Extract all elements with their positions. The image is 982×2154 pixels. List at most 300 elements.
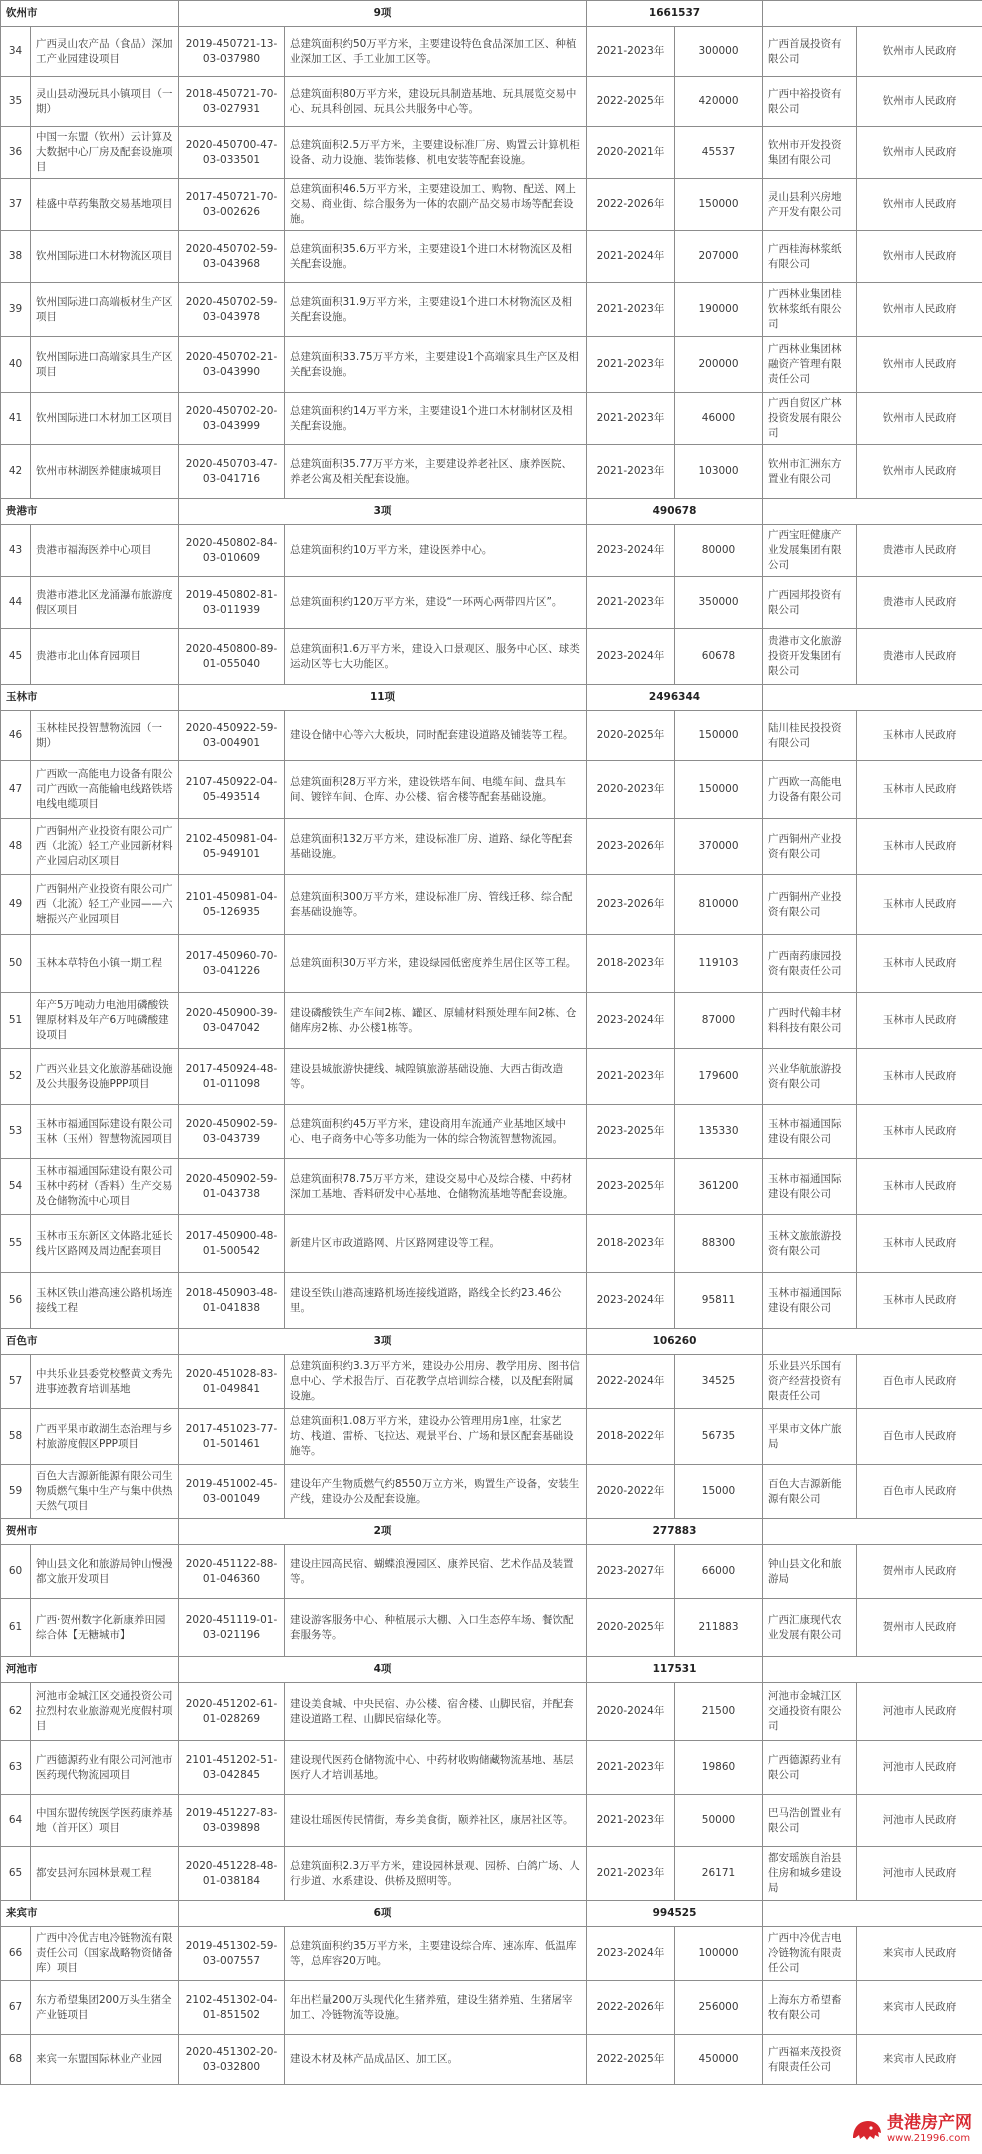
responsible-government: 玉林市人民政府 (857, 1273, 982, 1329)
project-content: 总建筑面积2.3万平方米，建设园林景观、园桥、白鸽广场、人行步道、水系建设、供桥及照明等。 (285, 1847, 587, 1901)
table-row (1, 525, 982, 577)
responsible-government: 贺州市人民政府 (857, 1599, 982, 1657)
investment-amount: 60678 (675, 629, 763, 685)
table-row (1, 283, 982, 337)
section-header-row (1, 1329, 982, 1355)
project-code: 2020-450902-59-01-043738 (179, 1159, 285, 1215)
project-code: 2020-450922-59-03-004901 (179, 711, 285, 761)
section-project-count: 3项 (179, 499, 587, 525)
table-row (1, 1159, 982, 1215)
section-city-name: 钦州市 (1, 1, 179, 27)
row-number: 43 (1, 525, 31, 577)
project-unit: 灵山县利兴房地产开发有限公司 (763, 179, 857, 231)
responsible-government: 玉林市人民政府 (857, 1049, 982, 1105)
row-number: 42 (1, 445, 31, 499)
investment-amount: 26171 (675, 1847, 763, 1901)
project-content: 总建筑面积2.5万平方米，主要建设标准厂房、购置云计算机柜设备、动力设施、装饰装修、机电安装等配套设施。 (285, 127, 587, 179)
table-row (1, 1355, 982, 1409)
project-unit: 巴马浩创置业有限公司 (763, 1795, 857, 1847)
project-unit: 玉林市福通国际建设有限公司 (763, 1105, 857, 1159)
section-empty-cell (763, 1, 982, 27)
row-number: 46 (1, 711, 31, 761)
project-unit: 广西园邦投资有限公司 (763, 577, 857, 629)
project-unit: 广西林业集团林融资产管理有限责任公司 (763, 337, 857, 393)
project-code: 2101-450981-04-05-126935 (179, 875, 285, 935)
table-row (1, 2035, 982, 2085)
row-number: 39 (1, 283, 31, 337)
project-code: 2017-451023-77-01-501461 (179, 1409, 285, 1465)
project-unit: 广西铜州产业投资有限公司 (763, 819, 857, 875)
investment-amount: 46000 (675, 393, 763, 445)
section-empty-cell (763, 685, 982, 711)
section-project-count: 2项 (179, 1519, 587, 1545)
responsible-government: 河池市人民政府 (857, 1795, 982, 1847)
row-number: 34 (1, 27, 31, 77)
project-unit: 平果市文体广旅局 (763, 1409, 857, 1465)
project-unit: 玉林市福通国际建设有限公司 (763, 1273, 857, 1329)
row-number: 48 (1, 819, 31, 875)
responsible-government: 钦州市人民政府 (857, 179, 982, 231)
project-content: 总建筑面积300万平方米，建设标准厂房、管线迁移、综合配套基础设施等。 (285, 875, 587, 935)
section-project-count: 9项 (179, 1, 587, 27)
table-row (1, 1049, 982, 1105)
investment-amount: 95811 (675, 1273, 763, 1329)
construction-years: 2018-2023年 (587, 935, 675, 993)
table-row (1, 1273, 982, 1329)
investment-amount: 200000 (675, 337, 763, 393)
project-content: 总建筑面积约14万平方米，主要建设1个进口木材制材区及相关配套设施。 (285, 393, 587, 445)
construction-years: 2023-2026年 (587, 819, 675, 875)
project-name: 年产5万吨动力电池用磷酸铁锂原材料及年产6万吨磷酸建设项目 (31, 993, 179, 1049)
table-row (1, 1215, 982, 1273)
responsible-government: 玉林市人民政府 (857, 761, 982, 819)
row-number: 67 (1, 1981, 31, 2035)
table-row (1, 1927, 982, 1981)
project-name: 玉林桂民投智慧物流园（一期） (31, 711, 179, 761)
responsible-government: 钦州市人民政府 (857, 27, 982, 77)
project-content: 总建筑面积80万平方米，建设玩具制造基地、玩具展览交易中心、玩具科创园、玩具公共服务中心等。 (285, 77, 587, 127)
table-row (1, 993, 982, 1049)
section-empty-cell (763, 499, 982, 525)
project-unit: 钦州市开发投资集团有限公司 (763, 127, 857, 179)
project-code: 2018-450721-70-03-027931 (179, 77, 285, 127)
investment-amount: 350000 (675, 577, 763, 629)
section-city-name: 河池市 (1, 1657, 179, 1683)
table-row (1, 1795, 982, 1847)
section-total-investment: 490678 (587, 499, 763, 525)
construction-years: 2023-2024年 (587, 1927, 675, 1981)
project-code: 2019-451227-83-03-039898 (179, 1795, 285, 1847)
responsible-government: 来宾市人民政府 (857, 1927, 982, 1981)
section-project-count: 6项 (179, 1901, 587, 1927)
project-content: 建设年产生物质燃气约8550万立方米，购置生产设备，安装生产线，建设办公及配套设施。 (285, 1465, 587, 1519)
project-unit: 钦州市汇洲东方置业有限公司 (763, 445, 857, 499)
responsible-government: 玉林市人民政府 (857, 875, 982, 935)
project-code: 2017-450960-70-03-041226 (179, 935, 285, 993)
project-content: 总建筑面积约120万平方米，建设“一环两心两带四片区”。 (285, 577, 587, 629)
responsible-government: 玉林市人民政府 (857, 993, 982, 1049)
construction-years: 2020-2025年 (587, 1599, 675, 1657)
table-row (1, 1409, 982, 1465)
construction-years: 2023-2025年 (587, 1105, 675, 1159)
construction-years: 2021-2023年 (587, 27, 675, 77)
project-name: 河池市金城江区交通投资公司拉烈村农业旅游观光度假村项目 (31, 1683, 179, 1741)
construction-years: 2020-2023年 (587, 761, 675, 819)
project-content: 总建筑面积约10万平方米，建设医养中心。 (285, 525, 587, 577)
construction-years: 2023-2026年 (587, 875, 675, 935)
project-content: 建设壮瑶医传民情街，寿乡美食街，颐养社区，康居社区等。 (285, 1795, 587, 1847)
row-number: 49 (1, 875, 31, 935)
project-unit: 百色大吉源新能源有限公司 (763, 1465, 857, 1519)
project-code: 2020-451302-20-03-032800 (179, 2035, 285, 2085)
construction-years: 2022-2026年 (587, 1981, 675, 2035)
section-header-row (1, 499, 982, 525)
investment-amount: 450000 (675, 2035, 763, 2085)
project-name: 贵港市港北区龙涌瀑布旅游度假区项目 (31, 577, 179, 629)
investment-amount: 256000 (675, 1981, 763, 2035)
construction-years: 2022-2025年 (587, 2035, 675, 2085)
table-row (1, 711, 982, 761)
project-content: 总建筑面积1.08万平方米，建设办公管理用房1座，壮家艺坊、栈道、雷桥、飞拉达、观景平台、广场和景区配套基础设施等。 (285, 1409, 587, 1465)
project-name: 玉林区铁山港高速公路机场连接线工程 (31, 1273, 179, 1329)
investment-amount: 179600 (675, 1049, 763, 1105)
project-name: 钦州国际进口木材加工区项目 (31, 393, 179, 445)
investment-amount: 19860 (675, 1741, 763, 1795)
project-unit: 玉林市福通国际建设有限公司 (763, 1159, 857, 1215)
watermark-title: 贵港房产网 (887, 2113, 972, 2133)
responsible-government: 钦州市人民政府 (857, 77, 982, 127)
construction-years: 2020-2025年 (587, 711, 675, 761)
project-unit: 广西德源药业有限公司 (763, 1741, 857, 1795)
project-content: 新建片区市政道路网、片区路网建设等工程。 (285, 1215, 587, 1273)
responsible-government: 贵港市人民政府 (857, 525, 982, 577)
project-content: 年出栏量200万头现代化生猪养殖，建设生猪养殖、生猪屠宰加工、冷链物流等设施。 (285, 1981, 587, 2035)
section-total-investment: 277883 (587, 1519, 763, 1545)
table-row (1, 1683, 982, 1741)
project-name: 广西中冷优吉电冷链物流有限责任公司（国家战略物资储备库）项目 (31, 1927, 179, 1981)
investment-amount: 211883 (675, 1599, 763, 1657)
project-code: 2020-450900-39-03-047042 (179, 993, 285, 1049)
project-unit: 广西林业集团桂钦林浆纸有限公司 (763, 283, 857, 337)
project-code: 2020-450800-89-01-055040 (179, 629, 285, 685)
investment-amount: 420000 (675, 77, 763, 127)
investment-amount: 190000 (675, 283, 763, 337)
responsible-government: 玉林市人民政府 (857, 1215, 982, 1273)
section-total-investment: 994525 (587, 1901, 763, 1927)
row-number: 37 (1, 179, 31, 231)
project-content: 建设现代医药仓储物流中心、中药材收购储藏物流基地、基层医疗人才培训基地。 (285, 1741, 587, 1795)
project-name: 玉林市玉东新区文体路北延长线片区路网及周边配套项目 (31, 1215, 179, 1273)
project-unit: 钟山县文化和旅游局 (763, 1545, 857, 1599)
construction-years: 2021-2023年 (587, 1795, 675, 1847)
project-code: 2020-450902-59-03-043739 (179, 1105, 285, 1159)
project-content: 建设木材及林产品成品区、加工区。 (285, 2035, 587, 2085)
table-row (1, 393, 982, 445)
row-number: 45 (1, 629, 31, 685)
project-unit: 兴业华航旅游投资有限公司 (763, 1049, 857, 1105)
project-name: 广西铜州产业投资有限公司广西（北流）轻工产业园新材料产业园启动区项目 (31, 819, 179, 875)
project-code: 2017-450721-70-03-002626 (179, 179, 285, 231)
table-row (1, 819, 982, 875)
section-project-count: 11项 (179, 685, 587, 711)
project-unit: 广西福来茂投资有限责任公司 (763, 2035, 857, 2085)
table-row (1, 1599, 982, 1657)
site-watermark (846, 2112, 976, 2146)
investment-amount: 135330 (675, 1105, 763, 1159)
table-row (1, 445, 982, 499)
project-name: 钦州国际进口高端板材生产区项目 (31, 283, 179, 337)
section-city-name: 贵港市 (1, 499, 179, 525)
project-content: 总建筑面积132万平方米，建设标准厂房、道路、绿化等配套基础设施。 (285, 819, 587, 875)
project-name: 百色大吉源新能源有限公司生物质燃气集中生产与集中供热天然气项目 (31, 1465, 179, 1519)
project-code: 2020-451028-83-01-049841 (179, 1355, 285, 1409)
construction-years: 2021-2023年 (587, 283, 675, 337)
row-number: 38 (1, 231, 31, 283)
table-row (1, 231, 982, 283)
project-name: 中国一东盟（钦州）云计算及大数据中心厂房及配套设施项目 (31, 127, 179, 179)
investment-amount: 66000 (675, 1545, 763, 1599)
table-row (1, 1105, 982, 1159)
project-code: 2020-450802-84-03-010609 (179, 525, 285, 577)
responsible-government: 钦州市人民政府 (857, 393, 982, 445)
section-empty-cell (763, 1519, 982, 1545)
responsible-government: 贵港市人民政府 (857, 629, 982, 685)
project-content: 总建筑面积约50万平方米，主要建设特色食品深加工区、种植业深加工区、手工业加工区等。 (285, 27, 587, 77)
project-unit: 都安瑶族自治县住房和城乡建设局 (763, 1847, 857, 1901)
project-unit: 广西欧一高能电力设备有限公司 (763, 761, 857, 819)
investment-amount: 15000 (675, 1465, 763, 1519)
table-row (1, 875, 982, 935)
responsible-government: 百色市人民政府 (857, 1465, 982, 1519)
row-number: 36 (1, 127, 31, 179)
project-name: 广西灵山农产品（食品）深加工产业园建设项目 (31, 27, 179, 77)
investment-amount: 810000 (675, 875, 763, 935)
project-content: 总建筑面积78.75万平方米，建设交易中心及综合楼、中药材深加工基地、香料研发中心基地、仓储物流基地等配套设施。 (285, 1159, 587, 1215)
watermark-url: www.21996.com (887, 2133, 971, 2144)
row-number: 58 (1, 1409, 31, 1465)
construction-years: 2022-2026年 (587, 179, 675, 231)
project-content: 总建筑面积约45万平方米，建设商用车流通产业基地区域中心、电子商务中心等多功能为一体的综合物流智慧物流园。 (285, 1105, 587, 1159)
section-total-investment: 2496344 (587, 685, 763, 711)
construction-years: 2021-2023年 (587, 1847, 675, 1901)
project-unit: 广西汇康现代农业发展有限公司 (763, 1599, 857, 1657)
responsible-government: 河池市人民政府 (857, 1847, 982, 1901)
project-name: 广西平果市敢湖生态治理与乡村旅游度假区PPP项目 (31, 1409, 179, 1465)
project-content: 建设美食城、中央民宿、办公楼、宿舍楼、山脚民宿，并配套建设道路工程、山脚民宿绿化等。 (285, 1683, 587, 1741)
project-content: 总建筑面积30万平方米，建设绿园低密度养生居住区等工程。 (285, 935, 587, 993)
investment-amount: 361200 (675, 1159, 763, 1215)
section-empty-cell (763, 1901, 982, 1927)
construction-years: 2023-2024年 (587, 525, 675, 577)
row-number: 53 (1, 1105, 31, 1159)
project-name: 中国东盟传统医学医药康养基地（首开区）项目 (31, 1795, 179, 1847)
investment-amount: 56735 (675, 1409, 763, 1465)
section-city-name: 百色市 (1, 1329, 179, 1355)
construction-years: 2018-2022年 (587, 1409, 675, 1465)
table-row (1, 1741, 982, 1795)
project-name: 桂盛中草药集散交易基地项目 (31, 179, 179, 231)
responsible-government: 钦州市人民政府 (857, 127, 982, 179)
responsible-government: 玉林市人民政府 (857, 935, 982, 993)
construction-years: 2023-2025年 (587, 1159, 675, 1215)
section-empty-cell (763, 1657, 982, 1683)
row-number: 63 (1, 1741, 31, 1795)
responsible-government: 来宾市人民政府 (857, 1981, 982, 2035)
construction-years: 2022-2024年 (587, 1355, 675, 1409)
row-number: 55 (1, 1215, 31, 1273)
construction-years: 2021-2023年 (587, 1741, 675, 1795)
table-row (1, 1847, 982, 1901)
table-row (1, 179, 982, 231)
construction-years: 2023-2024年 (587, 1273, 675, 1329)
project-name: 贵港市福海医养中心项目 (31, 525, 179, 577)
project-name: 东方希望集团200万头生猪全产业链项目 (31, 1981, 179, 2035)
project-code: 2017-450924-48-01-011098 (179, 1049, 285, 1105)
project-content: 建设县城旅游快捷线、城隍镇旅游基础设施、大西古街改造等。 (285, 1049, 587, 1105)
construction-years: 2022-2025年 (587, 77, 675, 127)
project-code: 2020-451122-88-01-046360 (179, 1545, 285, 1599)
project-code: 2019-451302-59-03-007557 (179, 1927, 285, 1981)
responsible-government: 贵港市人民政府 (857, 577, 982, 629)
row-number: 59 (1, 1465, 31, 1519)
construction-years: 2020-2022年 (587, 1465, 675, 1519)
table-row (1, 1465, 982, 1519)
project-content: 总建筑面积31.9万平方米，主要建设1个进口木材物流区及相关配套设施。 (285, 283, 587, 337)
project-code: 2020-450700-47-03-033501 (179, 127, 285, 179)
construction-years: 2021-2023年 (587, 337, 675, 393)
section-project-count: 4项 (179, 1657, 587, 1683)
project-name: 玉林市福通国际建设有限公司玉林（玉州）智慧物流园项目 (31, 1105, 179, 1159)
responsible-government: 贺州市人民政府 (857, 1545, 982, 1599)
project-content: 建设庄园高民宿、蝴蝶浪漫园区、康养民宿、艺术作品及装置等。 (285, 1545, 587, 1599)
project-content: 总建筑面积约3.3万平方米，建设办公用房、教学用房、图书信息中心、学术报告厅、百花教学点培训综合楼，以及配套附属设施。 (285, 1355, 587, 1409)
row-number: 64 (1, 1795, 31, 1847)
project-unit: 玉林文旅旅游投资有限公司 (763, 1215, 857, 1273)
responsible-government: 钦州市人民政府 (857, 231, 982, 283)
project-name: 钦州市林湖医养健康城项目 (31, 445, 179, 499)
investment-amount: 80000 (675, 525, 763, 577)
project-unit: 上海东方希望畜牧有限公司 (763, 1981, 857, 2035)
responsible-government: 玉林市人民政府 (857, 819, 982, 875)
project-code: 2020-451228-48-01-038184 (179, 1847, 285, 1901)
section-header-row (1, 1901, 982, 1927)
project-code: 2020-450702-59-03-043978 (179, 283, 285, 337)
table-body (1, 1, 982, 2085)
lion-logo-icon (850, 2116, 884, 2142)
table-row (1, 761, 982, 819)
project-name: 玉林本草特色小镇一期工程 (31, 935, 179, 993)
section-header-row (1, 1, 982, 27)
responsible-government: 玉林市人民政府 (857, 1159, 982, 1215)
project-content: 建设仓储中心等六大板块，同时配套建设道路及铺装等工程。 (285, 711, 587, 761)
project-unit: 广西自贸区广林投资发展有限公司 (763, 393, 857, 445)
project-name: 广西铜州产业投资有限公司广西（北流）轻工产业园——六塘振兴产业园项目 (31, 875, 179, 935)
section-total-investment: 117531 (587, 1657, 763, 1683)
responsible-government: 钦州市人民政府 (857, 283, 982, 337)
construction-years: 2020-2021年 (587, 127, 675, 179)
construction-years: 2021-2023年 (587, 1049, 675, 1105)
construction-years: 2021-2023年 (587, 577, 675, 629)
section-header-row (1, 1519, 982, 1545)
row-number: 47 (1, 761, 31, 819)
row-number: 35 (1, 77, 31, 127)
project-name: 钦州国际进口高端家具生产区项目 (31, 337, 179, 393)
responsible-government: 钦州市人民政府 (857, 445, 982, 499)
investment-amount: 207000 (675, 231, 763, 283)
project-code: 2020-451202-61-01-028269 (179, 1683, 285, 1741)
project-unit: 广西中裕投资有限公司 (763, 77, 857, 127)
investment-amount: 21500 (675, 1683, 763, 1741)
row-number: 65 (1, 1847, 31, 1901)
construction-years: 2021-2023年 (587, 445, 675, 499)
investment-amount: 150000 (675, 179, 763, 231)
construction-years: 2023-2027年 (587, 1545, 675, 1599)
table-row (1, 27, 982, 77)
table-row (1, 1981, 982, 2035)
table-row (1, 1545, 982, 1599)
row-number: 41 (1, 393, 31, 445)
construction-years: 2023-2024年 (587, 993, 675, 1049)
project-unit: 广西中冷优吉电冷链物流有限责任公司 (763, 1927, 857, 1981)
row-number: 40 (1, 337, 31, 393)
project-code: 2020-450702-21-03-043990 (179, 337, 285, 393)
project-code: 2019-450802-81-03-011939 (179, 577, 285, 629)
project-code: 2102-450981-04-05-949101 (179, 819, 285, 875)
section-project-count: 3项 (179, 1329, 587, 1355)
row-number: 54 (1, 1159, 31, 1215)
responsible-government: 玉林市人民政府 (857, 1105, 982, 1159)
section-city-name: 来宾市 (1, 1901, 179, 1927)
project-unit: 乐业县兴乐国有资产经营投资有限责任公司 (763, 1355, 857, 1409)
responsible-government: 河池市人民政府 (857, 1683, 982, 1741)
construction-years: 2018-2023年 (587, 1215, 675, 1273)
row-number: 68 (1, 2035, 31, 2085)
project-unit: 广西时代翰丰材料科技有限公司 (763, 993, 857, 1049)
project-code: 2020-450702-20-03-043999 (179, 393, 285, 445)
row-number: 61 (1, 1599, 31, 1657)
project-unit: 贵港市文化旅游投资开发集团有限公司 (763, 629, 857, 685)
project-content: 建设游客服务中心、种植展示大棚、入口生态停车场、餐饮配套服务等。 (285, 1599, 587, 1657)
project-content: 总建筑面积35.77万平方米，主要建设养老社区、康养医院、养老公寓及相关配套设施。 (285, 445, 587, 499)
project-unit: 广西南药康园投资有限责任公司 (763, 935, 857, 993)
row-number: 60 (1, 1545, 31, 1599)
project-code: 2017-450900-48-01-500542 (179, 1215, 285, 1273)
responsible-government: 钦州市人民政府 (857, 337, 982, 393)
investment-amount: 34525 (675, 1355, 763, 1409)
investment-amount: 100000 (675, 1927, 763, 1981)
section-total-investment: 106260 (587, 1329, 763, 1355)
project-code: 2102-451302-04-01-851502 (179, 1981, 285, 2035)
row-number: 44 (1, 577, 31, 629)
project-code: 2019-451002-45-03-001049 (179, 1465, 285, 1519)
row-number: 62 (1, 1683, 31, 1741)
section-city-name: 玉林市 (1, 685, 179, 711)
table-row (1, 77, 982, 127)
project-unit: 广西铜州产业投资有限公司 (763, 875, 857, 935)
project-name: 玉林市福通国际建设有限公司玉林中药材（香料）生产交易及仓储物流中心项目 (31, 1159, 179, 1215)
construction-years: 2021-2024年 (587, 231, 675, 283)
project-name: 来宾一东盟国际林业产业园 (31, 2035, 179, 2085)
responsible-government: 来宾市人民政府 (857, 2035, 982, 2085)
section-header-row (1, 685, 982, 711)
row-number: 51 (1, 993, 31, 1049)
project-unit: 陆川桂民投投资有限公司 (763, 711, 857, 761)
project-name: 广西兴业县文化旅游基础设施及公共服务设施PPP项目 (31, 1049, 179, 1105)
construction-years: 2023-2024年 (587, 629, 675, 685)
section-header-row (1, 1657, 982, 1683)
project-name: 钟山县文化和旅游局钟山慢漫都文旅开发项目 (31, 1545, 179, 1599)
project-code: 2020-450702-59-03-043968 (179, 231, 285, 283)
